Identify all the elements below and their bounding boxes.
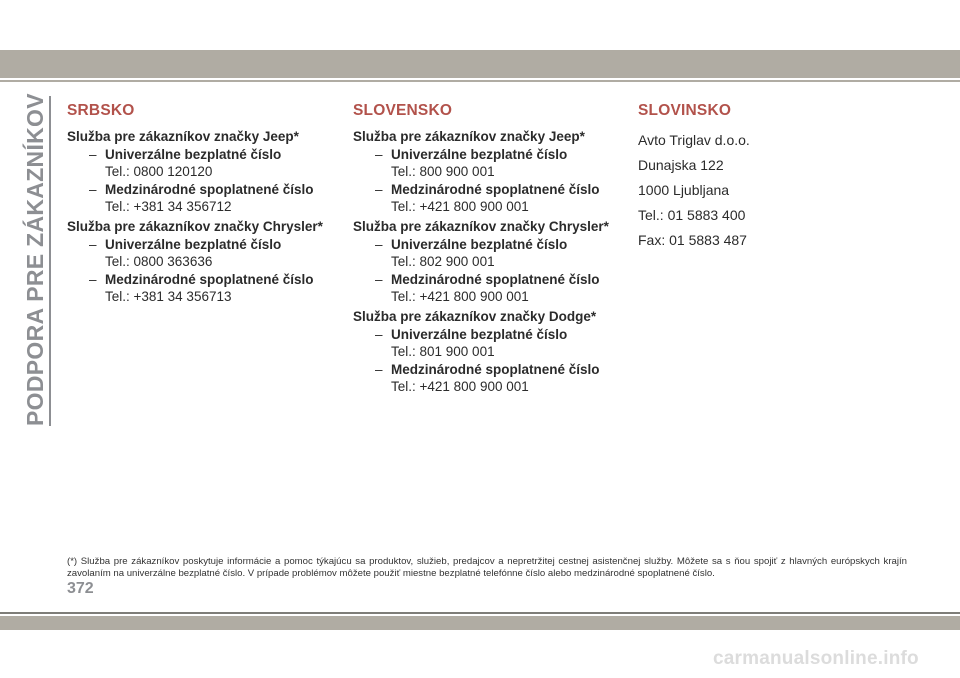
brand-service-title: Služba pre zákazníkov značky Chrysler* — [353, 219, 609, 234]
phone-number: Tel.: +421 800 900 001 — [391, 199, 529, 214]
brand-service-title: Služba pre zákazníkov značky Jeep* — [353, 129, 585, 144]
number-type: – Medzinárodné spoplatnené číslo — [375, 182, 600, 197]
number-type: – Univerzálne bezplatné číslo — [89, 147, 282, 162]
dash: – — [89, 272, 97, 287]
footnote: (*) Služba pre zákazníkov poskytuje informácie a pomoc týkajúcu sa produktov, služieb, predajcov a nepretržitej cestnej asistenčnej služby. Môžete sa s ňou spojiť z hlavných európskych krajín zavolaním na univerzálne bezplatné číslo. V prípade problémov môžete použiť miestne bezplatné telefónne číslo alebo medzinárodné spoplatnené číslo. — [67, 556, 907, 579]
dash: – — [375, 237, 383, 252]
dash: – — [89, 182, 97, 197]
section-title-vertical: PODPORA PRE ZÁKAZNÍKOV — [22, 96, 51, 426]
brand-service-title: Služba pre zákazníkov značky Jeep* — [67, 129, 299, 144]
number-type: – Medzinárodné spoplatnené číslo — [375, 362, 600, 377]
phone-number: Tel.: 01 5883 400 — [638, 207, 746, 223]
country-heading: SRBSKO — [67, 102, 135, 119]
dash: – — [89, 147, 97, 162]
phone-number: Tel.: +381 34 356712 — [105, 199, 232, 214]
country-heading: SLOVINSKO — [638, 102, 732, 119]
top-band — [0, 50, 960, 78]
number-type: – Univerzálne bezplatné číslo — [89, 237, 282, 252]
company-name: Avto Triglav d.o.o. — [638, 132, 750, 148]
bottom-band — [0, 616, 960, 630]
postal-city: 1000 Ljubljana — [638, 182, 730, 198]
bottom-divider — [0, 612, 960, 614]
top-divider — [0, 80, 960, 82]
watermark: carmanualsonline.info — [713, 648, 919, 669]
number-type: – Medzinárodné spoplatnené číslo — [375, 272, 600, 287]
number-type: – Univerzálne bezplatné číslo — [375, 237, 568, 252]
phone-number: Tel.: +381 34 356713 — [105, 289, 232, 304]
phone-number: Tel.: 802 900 001 — [391, 254, 495, 269]
dash: – — [375, 147, 383, 162]
number-type: – Medzinárodné spoplatnené číslo — [89, 182, 314, 197]
brand-service-title: Služba pre zákazníkov značky Chrysler* — [67, 219, 323, 234]
column-slovensko — [353, 102, 628, 395]
phone-number: Tel.: 801 900 001 — [391, 344, 495, 359]
country-heading: SLOVENSKO — [353, 102, 453, 119]
street-address: Dunajska 122 — [638, 157, 724, 173]
column-srbsko — [67, 102, 342, 305]
page-number: 372 — [67, 580, 94, 597]
phone-number: Tel.: +421 800 900 001 — [391, 379, 529, 394]
column-slovinsko — [638, 102, 918, 253]
dash: – — [89, 237, 97, 252]
phone-number: Tel.: 0800 363636 — [105, 254, 213, 269]
number-type: – Medzinárodné spoplatnené číslo — [89, 272, 314, 287]
phone-number: Tel.: +421 800 900 001 — [391, 289, 529, 304]
dash: – — [375, 182, 383, 197]
brand-service-title: Služba pre zákazníkov značky Dodge* — [353, 309, 597, 324]
fax-number: Fax: 01 5883 487 — [638, 232, 747, 248]
dash: – — [375, 362, 383, 377]
phone-number: Tel.: 800 900 001 — [391, 164, 495, 179]
dash: – — [375, 272, 383, 287]
phone-number: Tel.: 0800 120120 — [105, 164, 213, 179]
number-type: – Univerzálne bezplatné číslo — [375, 327, 568, 342]
dash: – — [375, 327, 383, 342]
number-type: – Univerzálne bezplatné číslo — [375, 147, 568, 162]
